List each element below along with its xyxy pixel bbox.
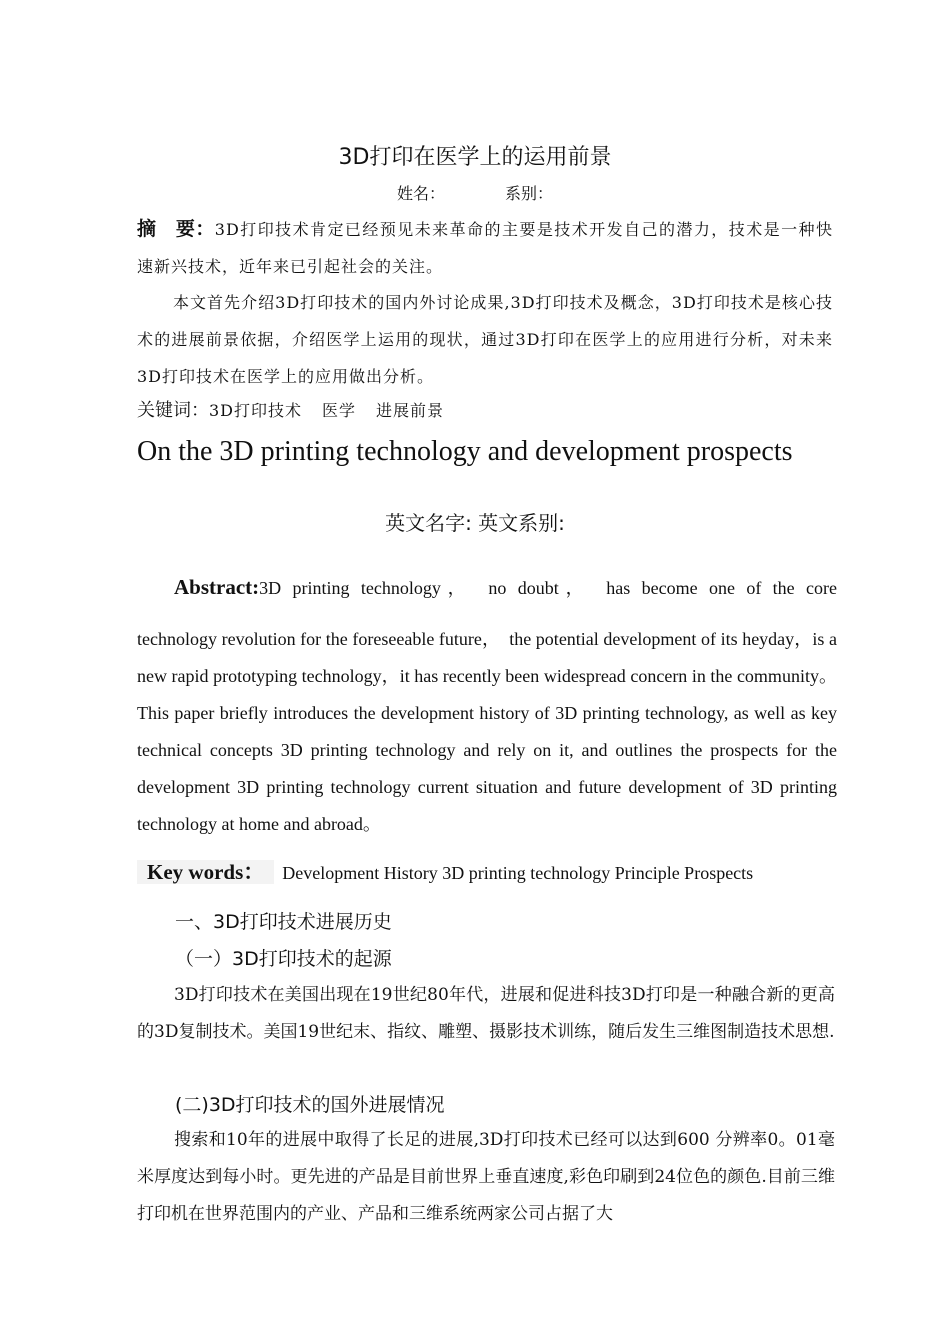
english-keywords-label: Key words： [137,860,274,884]
chinese-keywords [137,396,464,426]
keyword-item: 进展前景 [376,401,445,420]
keywords-label: 关键词： [137,400,209,421]
english-abstract [137,566,837,843]
english-abstract-first-line [137,566,837,609]
abstract-label: 摘 要： [137,218,215,240]
english-keywords-value: Development History 3D printing technology Principle Prospects [282,863,754,883]
english-abstract-body: technology revolution for the foreseeable future， the potential development of its heyday，is a new rapid prototyping technology，it has recently been widespread concern in the community。 This paper briefly introduces the development history of 3D printing technology, as well as key technical concepts 3D printing technology and rely on it, and outlines the prospects for the development 3D printing technology current situation and future development of 3D printing technology at home and abroad。 [137,629,837,834]
english-abstract-opening: 3D printing technology， no doubt， has become one of the core [259,578,837,598]
chinese-abstract [137,211,833,285]
abstract-paragraph-1: 3D打印技术肯定已经预见未来革命的主要是技术开发自己的潜力，技术是一种快速新兴技术，近年来已引起社会的关注。 [137,220,833,276]
english-keywords [137,856,753,886]
english-abstract-label: Abstract: [174,575,260,599]
author-line [0,181,950,204]
subsection-1-heading: （一）3D打印技术的起源 [175,948,392,970]
keyword-item: 3D打印技术 [209,401,303,420]
english-title: On the 3D printing technology and development prospects [137,436,793,467]
section-1-heading: 一、3D打印技术进展历史 [175,911,392,933]
name-label: 姓名： [396,184,445,203]
abstract-paragraph-2: 本文首先介绍3D打印技术的国内外讨论成果,3D打印技术及概念，3D打印技术是核心技术的进展前景依据，介绍医学上运用的现状，通过3D打印在医学上的应用进行分析，对未来3D打印技术在医学上的应用做出分析。 [137,293,833,386]
subsection-2-text: 搜索和10年的进展中取得了长足的进展,3D打印技术已经可以达到600 分辨率0。01毫米厚度达到每小时。更先进的产品是目前世界上垂直速度,彩色印刷到24位色的颜色.目前三维打印机在世界范围内的产业、产品和三维系统两家公司占据了大 [137,1130,835,1224]
subsection-1-text: 3D打印技术在美国出现在19世纪80年代，进展和促进科技3D打印是一种融合新的更高的3D复制技术。美国19世纪末、指纹、雕塑、摄影技术训练，随后发生三维图制造技术思想. [137,985,835,1042]
paper-title: 3D打印在医学上的运用前景 [338,145,612,170]
subsection-2-heading: (二)3D打印技术的国外进展情况 [175,1094,445,1116]
department-label: 系别： [505,184,554,203]
keyword-item: 医学 [322,401,357,420]
english-author-line: 英文名字: 英文系别: [385,511,565,535]
